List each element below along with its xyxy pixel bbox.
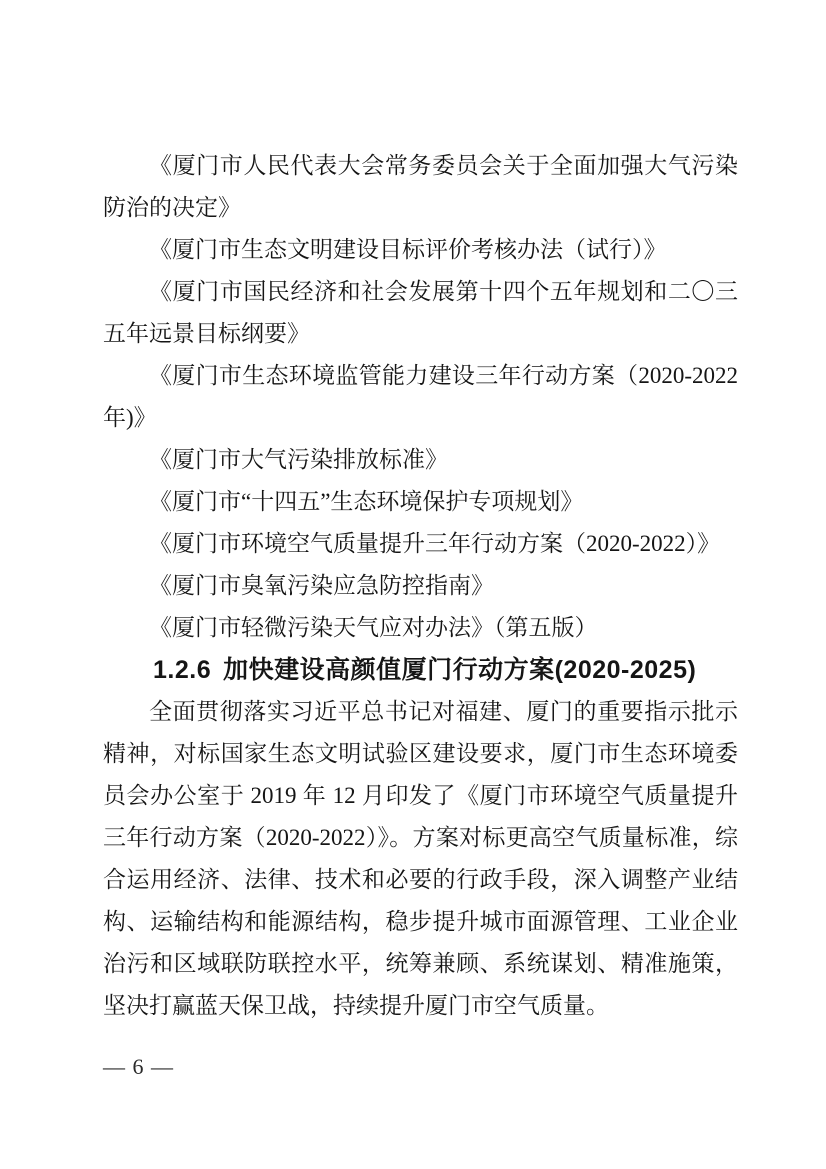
reference-item: 《厦门市人民代表大会常务委员会关于全面加强大气污染防治的决定》 [103, 153, 738, 220]
reference-item: 《厦门市生态环境监管能力建设三年行动方案（2020-2022年)》 [103, 363, 738, 430]
section-heading [103, 649, 738, 691]
reference-list [103, 145, 738, 649]
reference-item: 《厦门市环境空气质量提升三年行动方案（2020-2022）》 [149, 531, 721, 556]
body-paragraph: 全面贯彻落实习近平总书记对福建、厦门的重要指示批示精神，对标国家生态文明试验区建设要求，厦门市生态环境委员会办公室于 2019 年 12 月印发了《厦门市环境空气质量提升三年行动方案（2020-2022）》。方案对标更高空气质量标准，综合运用经济、法律、技术和必要的行政手段，深入调整产业结构、运输结构和能源结构，稳步提升城市面源管理、工业企业治污和区域联防联控水平，统筹兼顾、系统谋划、精准施策，坚决打赢蓝天保卫战，持续提升厦门市空气质量。 [103, 699, 738, 1018]
document-content [103, 145, 738, 1027]
section-title: 加快建设高颜值厦门行动方案(2020-2025) [223, 656, 697, 684]
page-footer [103, 1052, 174, 1082]
page-number: — 6 — [103, 1054, 174, 1079]
reference-item: 《厦门市生态文明建设目标评价考核办法（试行）》 [149, 237, 667, 262]
reference-item: 《厦门市“十四五”生态环境保护专项规划》 [149, 489, 584, 514]
reference-item: 《厦门市大气污染排放标准》 [149, 447, 448, 472]
section-number: 1.2.6 [153, 656, 212, 684]
reference-item: 《厦门市臭氧污染应急防控指南》 [149, 573, 494, 598]
reference-item: 《厦门市国民经济和社会发展第十四个五年规划和二〇三五年远景目标纲要》 [103, 279, 738, 346]
reference-item: 《厦门市轻微污染天气应对办法》（第五版） [149, 615, 598, 640]
